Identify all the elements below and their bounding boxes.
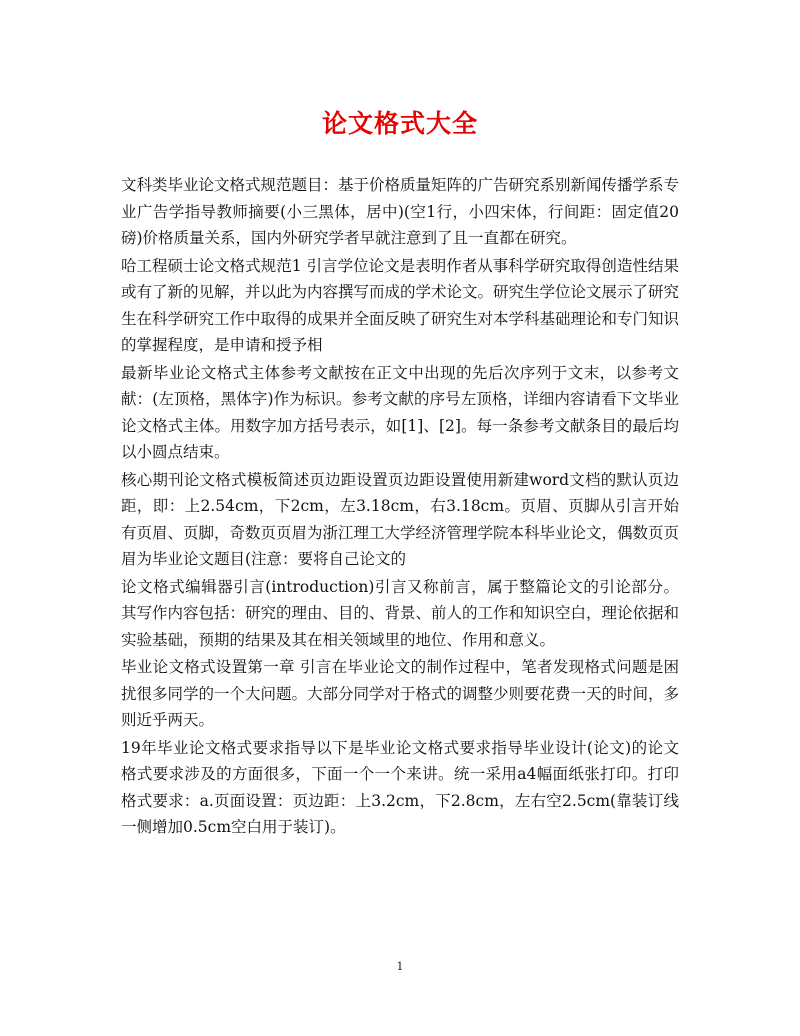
- paragraph: 文科类毕业论文格式规范题目：基于价格质量矩阵的广告研究系别新闻传播学系专业广告学指导教师摘要(小三黑体，居中)(空1行，小四宋体，行间距：固定值20磅)价格质量关系，国内外研究学者早就注意到了且一直都在研究。: [121, 176, 680, 247]
- page-number: 1: [396, 960, 404, 973]
- paragraph: 19年毕业论文格式要求指导以下是毕业论文格式要求指导毕业设计(论文)的论文格式要求涉及的方面很多，下面一个一个来讲。统一采用a4幅面纸张打印。打印格式要求：a.页面设置：页边距：上3.2cm，下2.8cm，左右空2.5cm(靠装订线一侧增加0.5cm空白用于装订)。: [121, 738, 679, 836]
- paragraph: 哈工程硕士论文格式规范1 引言学位论文是表明作者从事科学研究取得创造性结果或有了新的见解，并以此为内容撰写而成的学术论文。研究生学位论文展示了研究生在科学研究工作中取得的成果并全面反映了研究生对本学科基础理论和专门知识的掌握程度，是申请和授予相: [121, 256, 680, 354]
- document-title: 论文格式大全: [321, 109, 478, 138]
- paragraph: 毕业论文格式设置第一章 引言在毕业论文的制作过程中，笔者发现格式问题是困扰很多同学的一个大问题。大部分同学对于格式的调整少则要花费一天的时间，多则近乎两天。: [121, 658, 680, 729]
- paragraph: 核心期刊论文格式模板简述页边距设置页边距设置使用新建word文档的默认页边距，即：上2.54cm，下2cm，左3.18cm，右3.18cm。页眉、页脚从引言开始有页眉、页脚，奇数页页眉为浙江理工大学经济管理学院本科毕业论文，偶数页页眉为毕业论文题目(注意：要将自己论文的: [121, 470, 680, 568]
- paragraph: 论文格式编辑器引言(introduction)引言又称前言，属于整篇论文的引论部分。其写作内容包括：研究的理由、目的、背景、前人的工作和知识空白，理论依据和实验基础，预期的结果及其在相关领域里的地位、作用和意义。: [121, 577, 680, 649]
- document-body: [121, 172, 679, 842]
- paragraph: 最新毕业论文格式主体参考文献按在正文中出现的先后次序列于文末，以参考文献：(左顶格，黑体字)作为标识。参考文献的序号左顶格，详细内容请看下文毕业论文格式主体。用数字加方括号表示，如[1]、[2]。每一条参考文献条目的最后均以小圆点结束。: [121, 363, 679, 461]
